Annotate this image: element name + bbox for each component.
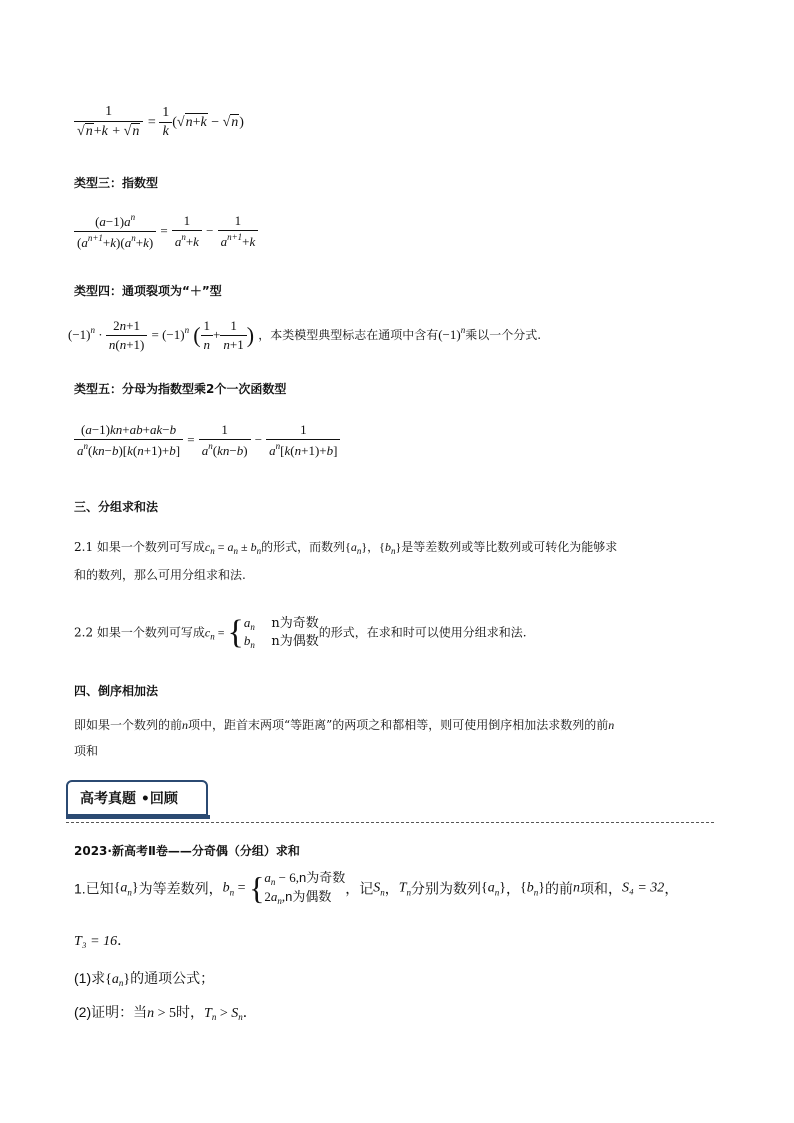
q1-a: 1.已知 [74, 880, 114, 897]
q1-b: 为等差数列， [138, 880, 223, 897]
q1-t3: T₃ = 16 [74, 934, 118, 949]
section4-para: 即如果一个数列的前n项中，距首末两项“等距离”的两项之和都相等，则可使用倒序相加法求数列的前n 项和 [74, 718, 615, 759]
type3-heading: 类型三：指数型 [74, 176, 159, 190]
q1-odd: n为奇数 [299, 870, 346, 885]
q1-g: 项和， [579, 880, 622, 897]
s3-p1-b: 的形式，而数列 [261, 540, 346, 554]
s3-p2-even: n为偶数 [271, 634, 319, 650]
formula-exp-linear: $\frac{(a-1)kn+ab+ak-b}{a^n(kn-b)[k(n+1)+b]}$ = $\frac{1}{a^n(kn-b)}$ − $\frac{1}{a^n[k(n+1)+b]}$ [74, 422, 340, 459]
type5-heading: 类型五：分母为指数型乘2个一次函数型 [74, 382, 287, 396]
q1-s4: S₄ = 32 [621, 880, 665, 896]
q1-d: 分别为数列 [411, 880, 482, 897]
s4-p-a: 即如果一个数列的前 [74, 718, 183, 732]
dashed-divider [66, 822, 714, 823]
problem-1-statement: 1.已知$\{a_n\}$为等差数列，$b_n$ = { $a_n - 6,n$为奇数 $2a_n,n$为偶数 ，记$S_n$，$T_n$分别为数列$\{a_n\}$，$\{b_n\}$的前n项和，S₄ = 32， [74, 870, 679, 907]
formula-sqrt-split: $\frac{1}{√n+k + √n}$ = $\frac{1}{k}$ (√n+k − √n) [74, 104, 244, 140]
part2-b: 时， [176, 1004, 205, 1020]
banner-underline [66, 815, 210, 819]
formula-plus-split: $(-1)^n$ · $\frac{2n+1}{n(n+1)}$ = $(-1)^n$ ( $\frac{1}{n}$ + $\frac{1}{n+1}$ ) ，本类模型典型标志在通项中含有$(-1)^n$乘以一个分式. [68, 318, 542, 352]
q1-e: ， [506, 880, 521, 897]
part1-a: (1)求 [74, 970, 106, 986]
part2-a: (2)证明：当 [74, 1004, 148, 1020]
s3-p1-d: 是等差数列或等比数列或可转化为能够求 [401, 540, 618, 554]
q1-c: ，记 [345, 880, 374, 897]
s3-p1-e: 和的数列，那么可用分组求和法. [74, 567, 246, 582]
problem-1-t3: T₃ = 16． [74, 934, 132, 949]
section3-para2: 2.2 如果一个数列可写成$c_n$ = { $a_n$ n为奇数 $b_n$ n为偶数 的形式，在求和时可以使用分组求和法. [74, 614, 527, 651]
part1-b: 的通项公式； [130, 970, 215, 986]
section3-heading: 三、分组求和法 [74, 500, 159, 514]
banner-label: 高考真题 •回顾 [80, 791, 178, 807]
type4-note: ，本类模型典型标志在通项中含有 [258, 328, 439, 342]
s3-p2-odd: n为奇数 [271, 615, 319, 631]
s4-p-b: 项中，距首末两项“等距离”的两项之和都相等，则可使用倒序相加法求数列的前 [188, 718, 609, 732]
q1-even: n为偶数 [285, 888, 332, 904]
s3-p1-a: 2.1 如果一个数列可写成 [74, 540, 205, 554]
section4-heading: 四、倒序相加法 [74, 684, 159, 698]
s4-p-c: 项和 [74, 744, 99, 759]
type4-heading: 类型四：通项裂项为“＋”型 [74, 284, 222, 298]
formula-exponential: $\frac{(a-1)a^n}{(a^{n+1}+k)(a^n+k)}$ = $\frac{1}{a^n+k}$ − $\frac{1}{a^{n+1}+k}$ [74, 212, 258, 251]
exam-review-banner [66, 780, 208, 816]
s3-p1-c: ， [367, 540, 380, 554]
problem-1-part1: (1)求$\{a_n\}$的通项公式； [74, 970, 215, 988]
problem-1-part2: (2)证明：当n > 5时，$T_n > S_n$． [74, 1004, 257, 1022]
s3-p2-a: 2.2 如果一个数列可写成 [74, 625, 205, 640]
section3-para1: 2.1 如果一个数列可写成$c_n = a_n \pm b_n$的形式，而数列$\{a_n\}$，$\{b_n\}$是等差数列或等比数列或可转化为能够求 和的数列，那么可用分组求和法. [74, 540, 618, 582]
problem-source: 2023·新高考Ⅱ卷——分奇偶（分组）求和 [74, 844, 300, 858]
s3-p2-b: 的形式，在求和时可以使用分组求和法. [318, 625, 527, 640]
type4-note-tail: 乘以一个分式. [465, 328, 542, 342]
q1-f: 的前 [544, 880, 573, 897]
